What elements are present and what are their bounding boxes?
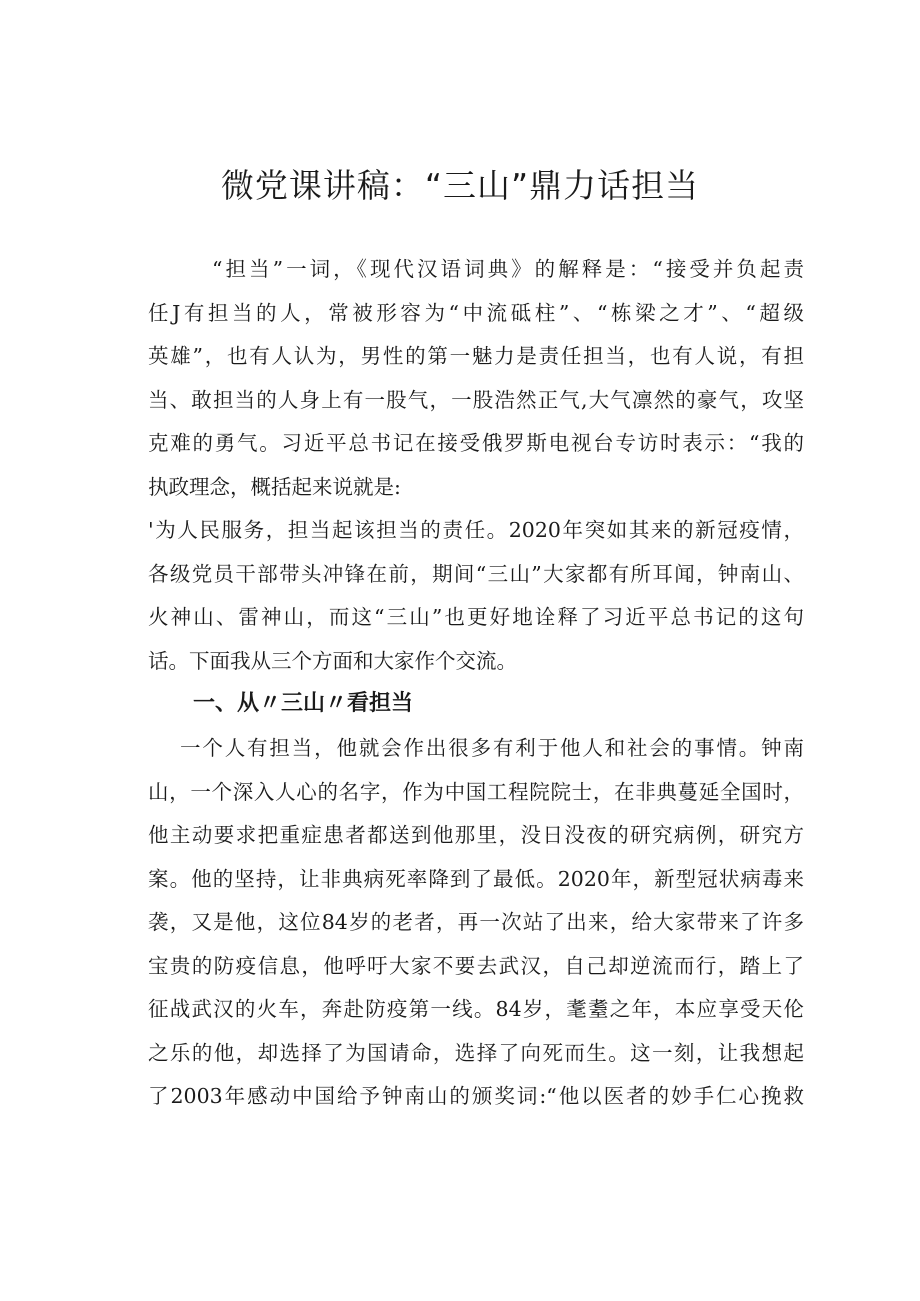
paragraph-line: 宝贵的防疫信息，他呼吁大家不要去武汉，自己却逆流而行，踏上了 <box>148 953 804 978</box>
paragraph-line: 英雄”，也有人认为，男性的第一魅力是责任担当，也有人说，有担 <box>148 344 804 368</box>
section-heading: 一、从〃三山〃看担当 <box>193 691 414 716</box>
paragraph-line: 案。他的坚持，让非典病死率降到了最低。2020年，新型冠状病毒来 <box>148 866 804 891</box>
paragraph-line: 了2003年感动中国给予钟南山的颁奖词:“他以医者的妙手仁心挽救 <box>148 1084 804 1108</box>
paragraph-line: 袭，又是他，这位84岁的老者，再一次站了出来，给大家带来了许多 <box>148 910 804 934</box>
paragraph-line: 话。下面我从三个方面和大家作个交流。 <box>148 648 517 673</box>
paragraph-zhong-nanshan <box>148 727 804 1119</box>
paragraph-line: 火神山、雷神山，而这“三山”也更好地诠释了习近平总书记的这句 <box>148 605 804 629</box>
paragraph-serve-people <box>148 509 804 683</box>
paragraph-line: 执政理念，概括起来说就是: <box>148 474 401 499</box>
paragraph-line: 他主动要求把重症患者都送到他那里，没日没夜的研究病例，研究方 <box>148 823 804 847</box>
paragraph-line: 当、敢担当的人身上有一股气，一股浩然正气,大气凛然的豪气，攻坚 <box>148 387 804 412</box>
paragraph-line: 一个人有担当，他就会作出很多有利于他人和社会的事情。钟南 <box>180 736 804 760</box>
document-title: 微党课讲稿：“三山”鼎力话担当 <box>220 166 700 205</box>
paragraph-line: 克难的勇气。习近平总书记在接受俄罗斯电视台专访时表示：“我的 <box>148 431 804 455</box>
paragraph-line: 之乐的他，却选择了为国请命，选择了向死而生。这一刻，让我想起 <box>148 1040 804 1065</box>
paragraph-intro <box>148 248 804 509</box>
paragraph-line: 山，一个深入人心的名字，作为中国工程院院士，在非典蔓延全国时， <box>148 779 804 804</box>
paragraph-line: 征战武汉的火车，奔赴防疫第一线。84岁，耄耋之年，本应享受天伦 <box>148 997 804 1021</box>
paragraph-line: “担当”一词，《现代汉语词典》的解释是：“接受并负起责 <box>212 257 804 281</box>
paragraph-line: '为人民服务，担当起该担当的责任。2020年突如其来的新冠疫情， <box>148 518 804 542</box>
paragraph-line: 各级党员干部带头冲锋在前，期间“三山”大家都有所耳闻，钟南山、 <box>148 561 804 586</box>
paragraph-line: 任J有担当的人，常被形容为“中流砥柱”、“栋梁之才”、“超级 <box>148 300 804 325</box>
